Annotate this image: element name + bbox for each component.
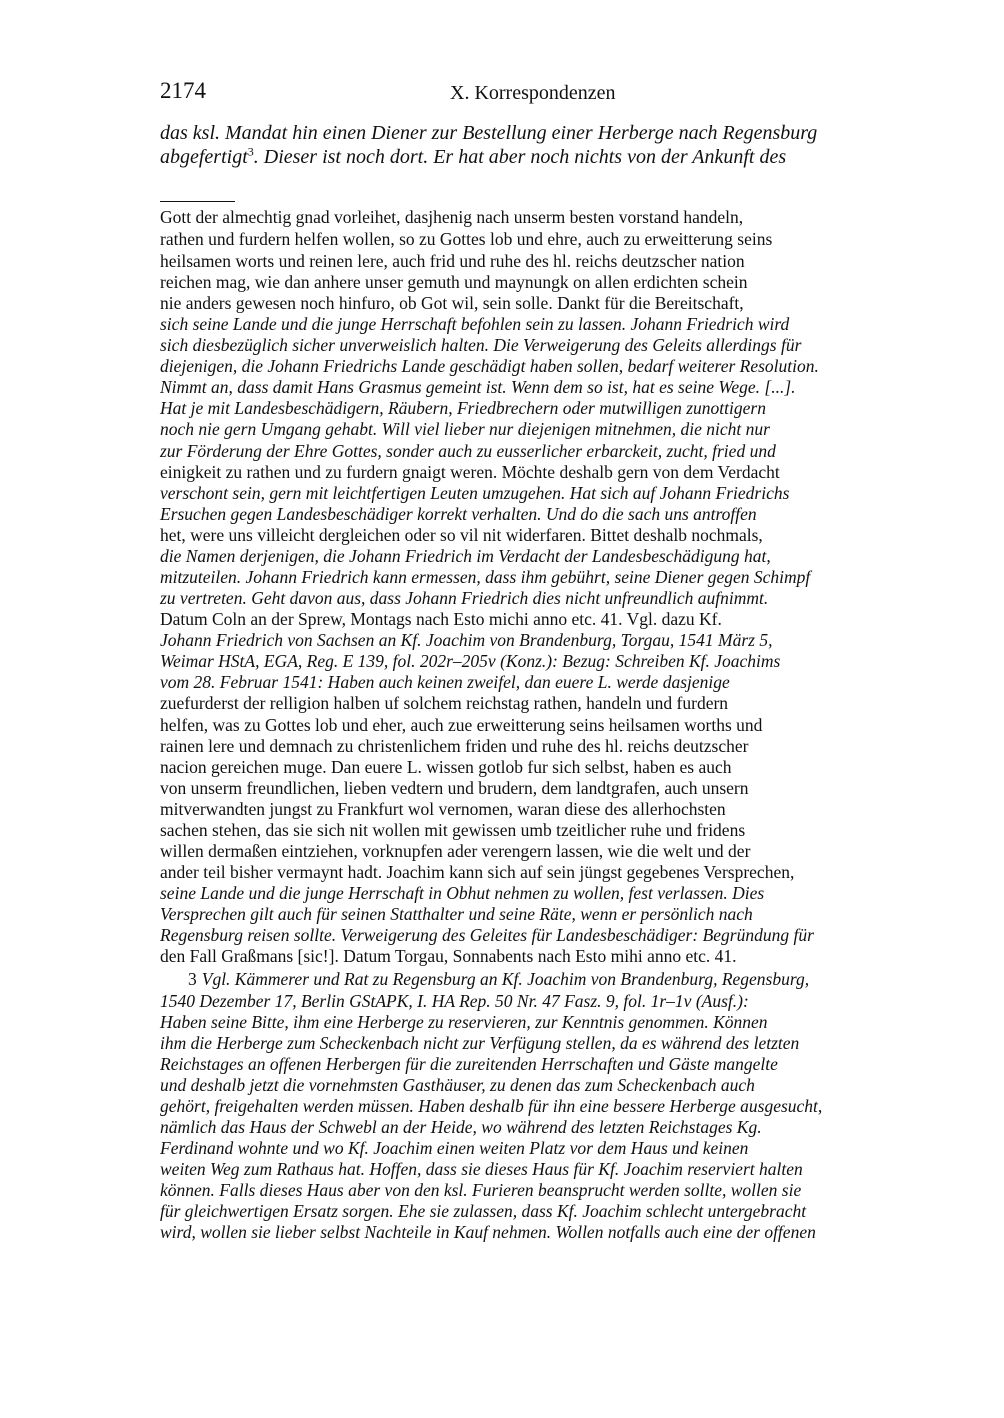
body-line [160,145,909,169]
footnote-text: willen dermaßen eintziehen, vorknupfen ader verengern lassen, wie die welt und der [160,841,751,861]
footnote-line [160,672,909,693]
footnote-line [160,525,909,546]
footnote-text: den Fall Graßmans [sic!]. Datum Torgau, Sonnabents nach Esto mihi anno etc. 41. [160,946,737,966]
footnote-line [160,757,909,778]
footnote-line [160,207,909,228]
footnote-text: Weimar HStA, EGA, Reg. E 139, fol. 202r–205v (Konz.): Bezug: Schreiben Kf. Joachims [160,651,781,671]
footnote-text: ander teil bisher vermaynt hadt. Joachim kann sich auf sein jüngst gegebenes Versprechen, [160,862,795,882]
footnote-line [160,630,909,651]
footnote-line [160,651,909,672]
footnote-text: heilsamen worts und reinen lere, auch frid und ruhe des hl. reichs deutzscher nation [160,251,745,271]
body-text: abgefertigt [160,146,248,168]
footnote-text: 1540 Dezember 17, Berlin GStAPK, I. HA Rep. 50 Nr. 47 Fasz. 9, fol. 1r–1v (Ausf.): [160,991,749,1011]
footnote-text: von unserm freundlichen, lieben vedtern und brudern, dem landtgrafen, auch unsern [160,778,749,798]
footnote-text: mitzuteilen. Johann Friedrich kann ermessen, dass ihm gebührt, seine Diener gegen Schimpf [160,567,811,587]
footnote-line [160,377,909,398]
footnote-line [160,946,909,967]
footnote-line [160,609,909,630]
footnote-line [160,462,909,483]
footnote-text: weiten Weg zum Rathaus hat. Hoffen, dass sie dieses Haus für Kf. Joachim reserviert halten [160,1159,803,1179]
footnote-reference[interactable]: 3 [247,144,254,159]
footnote-3-first-line [188,969,909,990]
footnote-line [160,272,909,293]
footnote-line [160,1012,909,1033]
footnote-text: rainen lere und demnach zu christenlichem friden und ruhe des hl. reichs deutzscher [160,736,749,756]
footnote-text: sich diesbezüglich sicher unverweislich halten. Die Verweigerung des Geleits allerdings für [160,335,802,355]
footnote-line [160,335,909,356]
footnote-line [160,293,909,314]
footnote-line [160,483,909,504]
footnote-text: nämlich das Haus der Schwebl an der Heide, wo während des letzten Reichstages Kg. [160,1117,762,1137]
footnote-line [160,1054,909,1075]
footnote-text: ihm die Herberge zum Scheckenbach nicht zur Verfügung stellen, da es während des letzten [160,1033,800,1053]
footnote-line [160,1033,909,1054]
footnote-text: rathen und furdern helfen wollen, so zu Gottes lob und ehre, auch zu erweitterung seins [160,229,773,249]
footnote-line [160,398,909,419]
body-text: das ksl. Mandat hin einen Diener zur Bestellung einer Herberge nach Regensburg [160,122,818,144]
footnote-line [160,715,909,736]
footnote-line [160,1075,909,1096]
footnote-line [160,1222,909,1243]
footnote-text: noch nie gern Umgang gehabt. Will viel lieber nur diejenigen mitnehmen, die nicht nur [160,419,770,439]
footnote-line [160,504,909,525]
body-line [160,121,909,145]
footnote-text: Ersuchen gegen Landesbeschädiger korrekt verhalten. Und do die sach uns antroffen [160,504,757,524]
footnote-text: vom 28. Februar 1541: Haben auch keinen zweifel, dan euere L. werde dasjenige [160,672,730,692]
footnote-text: zu vertreten. Geht davon aus, dass Johann Friedrich dies nicht unfreundlich aufnimmt. [160,588,769,608]
footnote-text: seine Lande und die junge Herrschaft in Obhut nehmen zu wollen, fest verlassen. Dies [160,883,765,903]
footnote-line [160,229,909,250]
body-text: . Dieser ist noch dort. Er hat aber noch nichts von der Ankunft des [253,146,787,168]
running-head: X. Korrespondenzen [450,82,616,104]
footnote-line [160,356,909,377]
footnote-line [160,736,909,757]
footnote-line [160,1117,909,1138]
footnote-line [160,1180,909,1201]
footnote-line [160,883,909,904]
footnote-line [160,799,909,820]
footnote-text: Gott der almechtig gnad vorleihet, dasjhenig nach unserm besten vorstand handeln, [160,207,744,227]
footnote-text: Reichstages an offenen Herbergen für die zureitenden Herrschaften und Gäste mangelte [160,1054,778,1074]
footnote-text: Vgl. Kämmerer und Rat zu Regensburg an Kf. Joachim von Brandenburg, Regensburg, [201,969,810,989]
footnote-separator [160,201,235,202]
footnote-text: nie anders gewesen noch hinfuro, ob Got wil, sein solle. Dankt für die Bereitschaft, [160,293,744,313]
footnote-text: Haben seine Bitte, ihm eine Herberge zu reservieren, zur Kenntnis genommen. Können [160,1012,768,1032]
footnote-text: zur Förderung der Ehre Gottes, sonder auch zu eusserlicher erbarckeit, zucht, fried und [160,441,776,461]
footnote-line [160,441,909,462]
footnote-text: diejenigen, die Johann Friedrichs Lande geschädigt haben sollen, bedarf weiterer Resolution. [160,356,819,376]
footnote-line [160,314,909,335]
footnote-line [160,1159,909,1180]
footnote-line [160,862,909,883]
footnote-text: sich seine Lande und die junge Herrschaft befohlen sein zu lassen. Johann Friedrich wird [160,314,790,334]
footnote-text: mitverwandten jungst zu Frankfurt wol vernomen, waran diese des allerhochsten [160,799,726,819]
footnote-text: für gleichwertigen Ersatz sorgen. Ehe sie zulassen, dass Kf. Joachim schlecht untergebracht [160,1201,807,1221]
footnote-line [160,1201,909,1222]
footnote-number: 3 [188,969,197,989]
footnote-text: Versprechen gilt auch für seinen Statthalter und seine Räte, wenn er persönlich nach [160,904,753,924]
footnote-text: nacion gereichen muge. Dan euere L. wissen gotlob fur sich selbst, haben es auch [160,757,732,777]
footnote-line [160,588,909,609]
footnote-text: Nimmt an, dass damit Hans Grasmus gemeint ist. Wenn dem so ist, hat es seine Wege. [...]. [160,377,796,397]
footnote-line [160,1138,909,1159]
footnote-line [160,1096,909,1117]
page-number: 2174 [160,78,206,103]
footnote-line [160,567,909,588]
footnote-text: het, were uns villeicht dergleichen oder so vil nit widerfaren. Bittet deshalb nochmals, [160,525,763,545]
footnote-text: zuefurderst der relligion halben uf solchem reichstag rathen, handeln und furdern [160,693,729,713]
footnote-text: Ferdinand wohnte und wo Kf. Joachim einen weiten Platz vor dem Haus und keinen [160,1138,749,1158]
footnote-text: die Namen derjenigen, die Johann Friedrich im Verdacht der Landesbeschädigung hat, [160,546,771,566]
footnote-text: Datum Coln an der Sprew, Montags nach Esto michi anno etc. 41. Vgl. dazu Kf. [160,609,722,629]
footnote-text: Regensburg reisen sollte. Verweigerung des Geleites für Landesbeschädiger: Begründung für [160,925,814,945]
footnote-line [160,820,909,841]
footnote-text: und deshalb jetzt die vornehmsten Gasthäuser, zu denen das zum Scheckenbach auch [160,1075,755,1095]
footnote-text: verschont sein, gern mit leichtfertigen Leuten umzugehen. Hat sich auf Johann Friedrichs [160,483,790,503]
footnote-text: helfen, was zu Gottes lob und eher, auch zue erweitterung seins heilsamen worths und [160,715,763,735]
footnote-line [160,251,909,272]
footnote-line [160,778,909,799]
footnote-text: Johann Friedrich von Sachsen an Kf. Joachim von Brandenburg, Torgau, 1541 März 5, [160,630,773,650]
footnote-line [160,693,909,714]
footnote-line [160,546,909,567]
footnote-text: können. Falls dieses Haus aber von den ksl. Furieren beansprucht werden sollte, wollen sie [160,1180,802,1200]
footnote-text: Hat je mit Landesbeschädigern, Räubern, Friedbrechern oder mutwilligen zunottigern [160,398,766,418]
footnote-text: gehört, freigehalten werden müssen. Haben deshalb für ihn eine bessere Herberge ausgesucht, [160,1096,823,1116]
footnote-line [160,841,909,862]
footnote-line [160,419,909,440]
footnote-text: sachen stehen, das sie sich nit wollen mit gewissen umb tzeitlicher ruhe und fridens [160,820,746,840]
footnote-line [160,925,909,946]
footnote-text: einigkeit zu rathen und zu furdern gnaigt weren. Möchte deshalb gern von dem Verdacht [160,462,780,482]
footnote-line [160,904,909,925]
footnote-text: reichen mag, wie dan anhere unser gemuth und maynungk on allen erdichten schein [160,272,748,292]
footnote-line [160,991,909,1012]
footnote-text: wird, wollen sie lieber selbst Nachteile in Kauf nehmen. Wollen notfalls auch eine der offenen [160,1222,816,1242]
